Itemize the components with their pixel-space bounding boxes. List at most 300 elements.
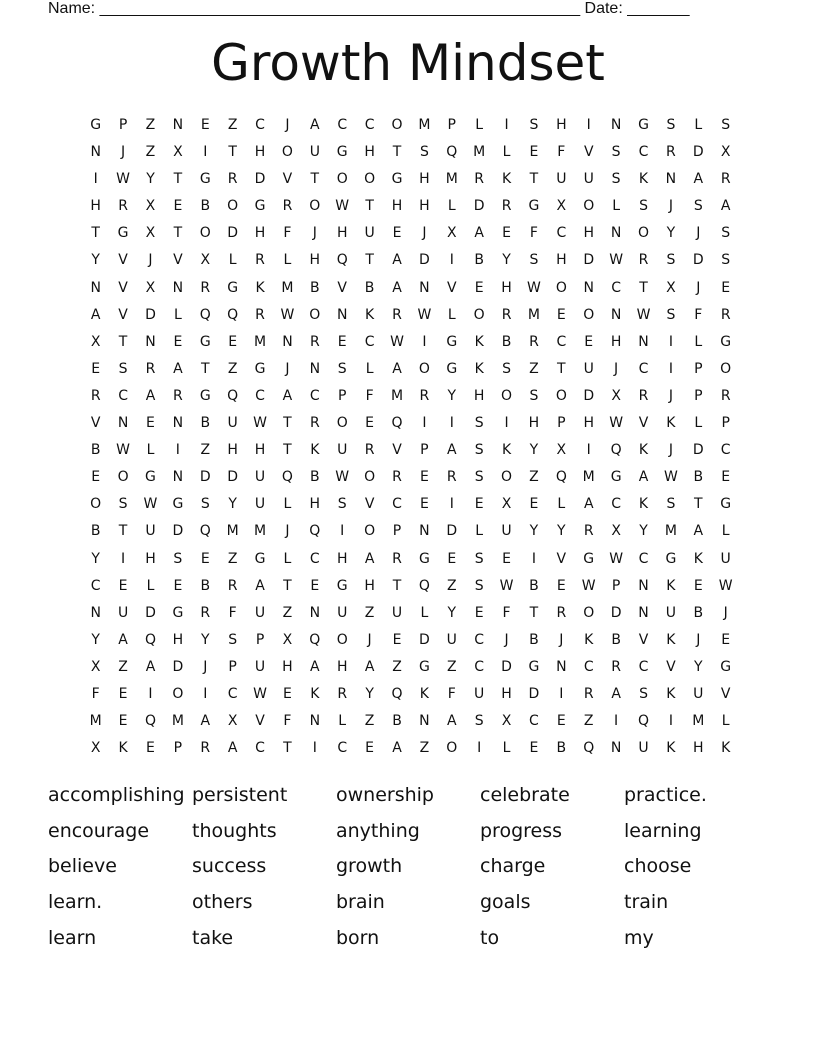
grid-letter: G: [172, 604, 184, 621]
grid-letter: J: [668, 198, 673, 215]
grid-letter: S: [474, 713, 484, 730]
grid-letter: E: [146, 415, 155, 432]
grid-letter: B: [364, 279, 375, 296]
word-bank-item: learn: [48, 926, 97, 949]
grid-letter: I: [477, 740, 482, 757]
grid-letter: E: [529, 144, 539, 161]
grid-letter: W: [417, 306, 432, 323]
grid-letter: T: [118, 333, 128, 350]
grid-letter: W: [335, 469, 350, 486]
grid-letter: Z: [529, 360, 539, 377]
grid-letter: B: [90, 523, 101, 540]
grid-letter: G: [254, 360, 266, 377]
grid-letter: T: [639, 279, 648, 296]
grid-letter: Q: [418, 577, 430, 594]
grid-letter: R: [255, 306, 265, 323]
grid-letter: A: [310, 658, 320, 675]
grid-letter: H: [501, 279, 512, 296]
grid-letter: N: [638, 333, 649, 350]
grid-letter: B: [693, 604, 704, 621]
grid-letter: Y: [639, 523, 648, 540]
grid-letter: Z: [392, 658, 402, 675]
grid-letter: E: [91, 469, 101, 486]
grid-letter: Y: [502, 252, 511, 269]
grid-letter: I: [121, 550, 126, 567]
grid-letter: U: [501, 523, 512, 540]
word-bank-item: choose: [624, 855, 692, 878]
grid-letter: G: [199, 387, 211, 404]
grid-letter: M: [89, 713, 102, 730]
grid-letter: P: [228, 658, 237, 675]
grid-letter: R: [529, 333, 539, 350]
word-bank-item: progress: [480, 819, 563, 842]
grid-letter: P: [557, 415, 566, 432]
grid-letter: O: [364, 469, 376, 486]
grid-row: [82, 302, 739, 329]
grid-letter: M: [664, 523, 677, 540]
grid-letter: B: [529, 631, 539, 648]
grid-letter: U: [391, 604, 403, 621]
grid-letter: G: [720, 496, 732, 513]
grid-letter: E: [529, 496, 539, 513]
grid-letter: Z: [200, 442, 211, 459]
grid-letter: V: [666, 658, 676, 675]
grid-letter: C: [638, 658, 649, 675]
grid-letter: L: [283, 550, 292, 567]
grid-letter: Q: [199, 523, 211, 540]
grid-letter: S: [721, 117, 731, 133]
grid-row: [82, 708, 739, 735]
word-bank-item: growth: [336, 855, 403, 878]
grid-letter: W: [143, 496, 158, 513]
grid-letter: U: [693, 685, 704, 702]
word-bank-item: accomplishing: [48, 784, 185, 806]
grid-letter: C: [556, 333, 567, 350]
grid-letter: R: [90, 387, 101, 404]
name-date-line: Name: ______________________________________________________ Date: _______: [48, 0, 690, 17]
grid-letter: K: [310, 442, 320, 459]
grid-letter: S: [666, 496, 676, 513]
grid-letter: O: [281, 144, 293, 161]
grid-letter: U: [446, 631, 457, 648]
grid-letter: A: [145, 658, 156, 675]
grid-letter: N: [172, 415, 184, 432]
grid-letter: A: [392, 740, 402, 757]
grid-letter: S: [337, 360, 347, 377]
word-bank-item: my: [624, 926, 654, 949]
page-title: Growth Mindset: [211, 34, 605, 92]
grid-letter: E: [474, 279, 484, 296]
grid-letter: L: [447, 306, 456, 323]
grid-letter: W: [253, 415, 267, 432]
grid-letter: X: [200, 252, 211, 269]
grid-letter: C: [364, 117, 375, 133]
grid-row: [82, 247, 739, 274]
grid-letter: Z: [583, 713, 594, 730]
grid-letter: F: [529, 225, 538, 242]
grid-letter: T: [392, 144, 402, 161]
grid-letter: A: [392, 279, 402, 296]
grid-letter: C: [556, 225, 567, 242]
grid-letter: A: [392, 360, 402, 377]
grid-letter: S: [474, 577, 484, 594]
grid-letter: Y: [694, 658, 703, 675]
grid-letter: A: [364, 658, 375, 675]
grid-letter: Y: [91, 550, 100, 567]
grid-letter: D: [145, 604, 156, 621]
grid-letter: I: [449, 496, 454, 513]
grid-letter: W: [335, 198, 350, 215]
grid-letter: B: [556, 740, 567, 757]
grid-letter: S: [118, 496, 128, 513]
grid-letter: F: [283, 713, 292, 730]
grid-letter: T: [173, 225, 183, 242]
grid-letter: Q: [227, 387, 239, 404]
grid-letter: P: [611, 577, 621, 594]
grid-letter: N: [309, 360, 321, 377]
grid-letter: G: [90, 117, 102, 133]
grid-letter: H: [172, 631, 184, 648]
grid-letter: Q: [446, 144, 458, 161]
grid-letter: H: [501, 685, 512, 702]
grid-letter: X: [282, 631, 293, 648]
grid-letter: A: [611, 685, 621, 702]
grid-row: [82, 275, 739, 302]
grid-letter: D: [446, 523, 458, 540]
word-bank-item: practice.: [624, 784, 707, 806]
grid-letter: K: [638, 442, 649, 459]
grid-letter: T: [392, 577, 402, 594]
grid-letter: G: [336, 577, 348, 594]
grid-letter: G: [199, 333, 211, 350]
grid-letter: M: [692, 713, 705, 730]
word-bank-item: charge: [480, 855, 546, 878]
grid-letter: Y: [529, 523, 539, 540]
grid-letter: S: [529, 387, 539, 404]
grid-letter: E: [474, 604, 484, 621]
grid-letter: N: [610, 306, 622, 323]
grid-letter: U: [474, 685, 485, 702]
grid-letter: U: [309, 144, 320, 161]
grid-letter: V: [556, 550, 567, 567]
grid-row: [82, 573, 739, 600]
grid-letter: Q: [336, 252, 348, 269]
grid-row: [82, 627, 739, 654]
grid-letter: J: [121, 144, 126, 161]
grid-letter: J: [203, 658, 208, 675]
word-bank-item: persistent: [192, 784, 288, 806]
grid-letter: M: [226, 523, 239, 540]
grid-letter: A: [693, 523, 704, 540]
grid-letter: W: [581, 577, 596, 594]
grid-letter: J: [668, 387, 673, 404]
grid-letter: W: [609, 550, 624, 567]
grid-letter: D: [418, 631, 430, 648]
grid-letter: N: [665, 171, 677, 188]
grid-letter: N: [309, 604, 321, 621]
grid-letter: J: [504, 631, 509, 648]
grid-letter: K: [666, 415, 676, 432]
grid-letter: E: [584, 333, 594, 350]
grid-letter: J: [285, 360, 290, 377]
grid-letter: N: [172, 469, 184, 486]
grid-letter: D: [501, 658, 512, 675]
grid-letter: G: [227, 279, 239, 296]
grid-letter: C: [638, 360, 649, 377]
grid-letter: M: [418, 117, 431, 133]
grid-letter: E: [173, 333, 183, 350]
grid-letter: Z: [145, 144, 156, 161]
grid-letter: G: [665, 550, 677, 567]
grid-letter: R: [720, 387, 731, 404]
grid-letter: O: [172, 685, 184, 702]
grid-letter: T: [283, 740, 292, 757]
grid-letter: I: [586, 442, 591, 459]
grid-letter: J: [312, 225, 317, 242]
grid-letter: P: [694, 360, 703, 377]
grid-letter: P: [118, 117, 128, 133]
grid-letter: W: [116, 171, 130, 188]
grid-letter: S: [228, 631, 238, 648]
grid-letter: W: [636, 306, 651, 323]
grid-letter: L: [447, 198, 456, 215]
grid-letter: H: [583, 415, 594, 432]
grid-letter: B: [200, 577, 211, 594]
grid-letter: W: [663, 469, 678, 486]
grid-letter: V: [364, 496, 375, 513]
grid-letter: L: [420, 604, 429, 621]
grid-letter: U: [665, 604, 677, 621]
grid-letter: H: [556, 117, 567, 133]
grid-letter: V: [173, 252, 183, 269]
grid-letter: F: [228, 604, 237, 621]
grid-letter: D: [528, 685, 540, 702]
grid-letter: A: [90, 306, 101, 323]
grid-letter: G: [336, 144, 348, 161]
grid-letter: T: [283, 415, 292, 432]
grid-letter: B: [310, 469, 320, 486]
grid-letter: E: [283, 685, 292, 702]
grid-letter: R: [501, 198, 512, 215]
grid-letter: G: [418, 658, 430, 675]
grid-letter: Z: [118, 658, 128, 675]
grid-letter: B: [611, 631, 621, 648]
grid-letter: C: [255, 387, 265, 404]
grid-letter: U: [583, 360, 594, 377]
grid-letter: G: [117, 225, 129, 242]
grid-letter: H: [227, 442, 238, 459]
grid-letter: N: [172, 279, 184, 296]
grid-letter: I: [93, 171, 98, 188]
grid-row: [82, 356, 739, 383]
grid-letter: F: [694, 306, 703, 323]
grid-letter: N: [172, 117, 184, 133]
grid-letter: W: [609, 415, 624, 432]
grid-letter: R: [720, 306, 731, 323]
grid-letter: C: [255, 117, 265, 133]
grid-letter: D: [145, 306, 156, 323]
grid-letter: J: [614, 360, 619, 377]
grid-row: [82, 464, 739, 491]
grid-letter: H: [254, 442, 266, 459]
grid-letter: X: [145, 279, 156, 296]
word-bank-item: learn.: [48, 891, 103, 914]
grid-letter: O: [309, 306, 321, 323]
grid-letter: G: [528, 658, 540, 675]
grid-letter: X: [446, 225, 457, 242]
grid-letter: O: [501, 469, 513, 486]
grid-letter: D: [610, 604, 622, 621]
grid-letter: O: [555, 279, 567, 296]
grid-letter: S: [666, 117, 676, 133]
grid-letter: X: [227, 713, 238, 730]
grid-letter: N: [638, 604, 649, 621]
grid-letter: C: [90, 577, 101, 594]
grid-letter: S: [474, 469, 484, 486]
grid-letter: Q: [281, 469, 293, 486]
grid-letter: O: [336, 171, 348, 188]
grid-letter: T: [283, 577, 292, 594]
grid-letter: N: [556, 658, 567, 675]
grid-letter: P: [694, 387, 703, 404]
grid-letter: N: [309, 713, 321, 730]
word-bank-item: goals: [480, 891, 531, 914]
grid-row: [82, 681, 739, 708]
letter-grid: [82, 112, 739, 762]
grid-letter: G: [391, 171, 403, 188]
grid-letter: K: [365, 306, 375, 323]
grid-letter: S: [502, 360, 511, 377]
grid-letter: L: [694, 117, 703, 133]
grid-letter: Z: [227, 117, 238, 133]
grid-letter: H: [254, 225, 266, 242]
grid-row: [82, 518, 739, 545]
grid-letter: W: [609, 252, 624, 269]
grid-letter: L: [502, 144, 511, 161]
grid-letter: E: [173, 198, 183, 215]
grid-letter: L: [721, 523, 730, 540]
grid-letter: F: [557, 144, 566, 161]
grid-letter: I: [614, 713, 619, 730]
grid-letter: C: [529, 713, 539, 730]
word-bank-item: learning: [624, 819, 702, 842]
grid-letter: S: [721, 225, 731, 242]
grid-letter: G: [254, 550, 266, 567]
grid-letter: N: [90, 279, 101, 296]
grid-letter: Z: [446, 577, 457, 594]
grid-letter: U: [254, 658, 266, 675]
grid-letter: I: [422, 333, 427, 350]
grid-letter: K: [501, 442, 512, 459]
grid-letter: X: [145, 225, 156, 242]
grid-letter: E: [502, 550, 511, 567]
grid-letter: I: [531, 550, 537, 567]
grid-letter: U: [364, 225, 375, 242]
grid-letter: T: [118, 523, 128, 540]
grid-letter: S: [118, 360, 128, 377]
grid-letter: R: [309, 333, 320, 350]
grid-letter: A: [173, 360, 183, 377]
grid-letter: J: [696, 631, 701, 648]
grid-letter: K: [666, 577, 676, 594]
grid-letter: R: [638, 252, 649, 269]
grid-letter: J: [285, 117, 290, 133]
grid-letter: G: [418, 550, 430, 567]
word-bank-item: brain: [336, 891, 385, 914]
grid-letter: N: [583, 279, 594, 296]
grid-letter: M: [527, 306, 540, 323]
grid-letter: K: [693, 550, 703, 567]
grid-letter: V: [118, 279, 128, 296]
grid-letter: Y: [447, 604, 457, 621]
word-bank-item: train: [624, 891, 669, 914]
grid-letter: G: [199, 171, 211, 188]
grid-letter: S: [666, 306, 676, 323]
grid-letter: R: [309, 415, 320, 432]
grid-letter: O: [555, 387, 567, 404]
grid-letter: J: [696, 279, 701, 296]
grid-letter: Z: [227, 550, 238, 567]
grid-letter: S: [529, 117, 539, 133]
word-bank-item: believe: [48, 855, 117, 878]
grid-letter: X: [501, 496, 512, 513]
grid-letter: X: [556, 442, 567, 459]
grid-letter: C: [337, 117, 348, 133]
grid-letter: E: [529, 740, 539, 757]
grid-letter: J: [723, 604, 728, 621]
word-bank-item: ownership: [336, 784, 434, 806]
grid-letter: C: [309, 387, 320, 404]
grid-letter: L: [721, 713, 730, 730]
grid-letter: J: [148, 252, 153, 269]
grid-letter: W: [253, 685, 267, 702]
grid-letter: R: [419, 387, 430, 404]
word-bank-item: thoughts: [192, 819, 277, 842]
grid-letter: H: [391, 198, 403, 215]
grid-letter: N: [419, 713, 430, 730]
grid-letter: L: [365, 360, 374, 377]
grid-letter: I: [175, 442, 180, 459]
grid-letter: N: [282, 333, 293, 350]
grid-letter: W: [718, 577, 733, 594]
grid-letter: K: [666, 685, 676, 702]
grid-letter: E: [392, 225, 402, 242]
grid-letter: E: [310, 577, 320, 594]
grid-letter: Y: [228, 496, 237, 513]
grid-letter: K: [118, 740, 128, 757]
grid-letter: E: [91, 360, 101, 377]
grid-letter: B: [310, 279, 320, 296]
grid-letter: X: [666, 279, 676, 296]
grid-letter: S: [173, 550, 183, 567]
grid-letter: X: [90, 333, 101, 350]
grid-letter: R: [611, 658, 621, 675]
grid-letter: W: [116, 442, 130, 459]
grid-letter: Q: [391, 685, 403, 702]
grid-letter: E: [419, 496, 429, 513]
grid-letter: A: [255, 577, 265, 594]
grid-letter: F: [447, 685, 456, 702]
grid-letter: O: [227, 198, 239, 215]
grid-letter: K: [666, 740, 676, 757]
grid-letter: C: [720, 442, 731, 459]
grid-letter: M: [445, 171, 458, 188]
grid-letter: E: [200, 550, 210, 567]
grid-letter: E: [721, 279, 731, 296]
grid-letter: K: [666, 631, 676, 648]
grid-letter: Q: [227, 306, 239, 323]
grid-letter: B: [529, 577, 539, 594]
